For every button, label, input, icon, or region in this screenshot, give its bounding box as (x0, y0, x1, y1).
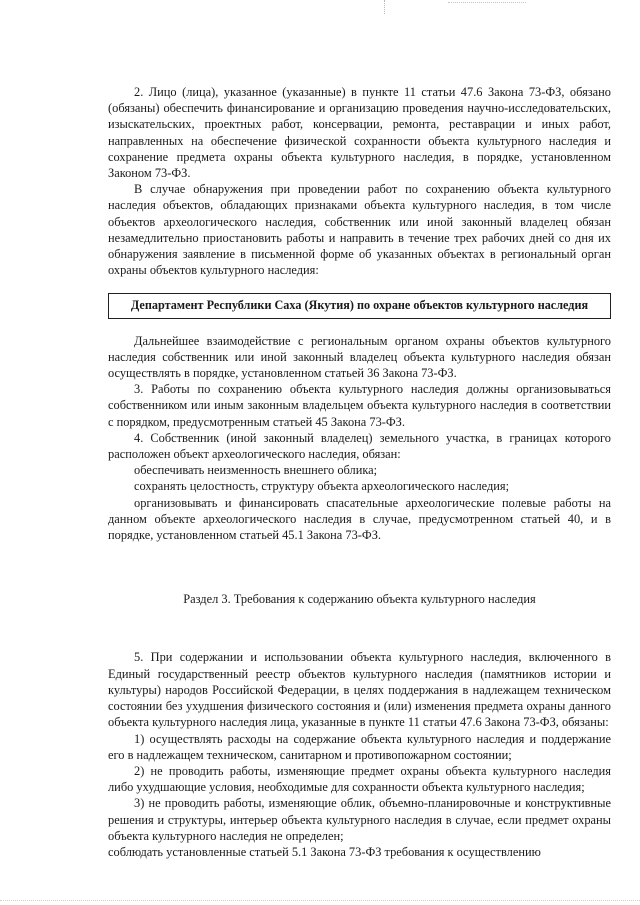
paragraph-4: 4. Собственник (иной законный владелец) земельного участка, в границах которого расположен объект археологического наследия, обязан: (108, 430, 611, 462)
paragraph-5: 5. При содержании и использовании объекта культурного наследия, включенного в Единый государственный реестр объектов культурного наследия (памятников истории и культуры) народов Российской Федерации, в целях поддержания в надлежащем техническом состоянии без ухудшения физического состояния и (или) изменения предмета охраны данного объекта культурного наследия лица, указанные в пункте 11 статьи 47.6 Закона 73-ФЗ, обязаны: (108, 650, 611, 730)
paragraph-3: 3. Работы по сохранению объекта культурного наследия должны организовываться собственником или иным законным владельцем объекта культурного наследия в соответствии с порядком, предусмотренным статьей 45 Закона 73-ФЗ. (108, 382, 611, 429)
scan-artifact-top-right (448, 2, 526, 4)
paragraph-4-item-3: организовывать и финансировать спасательные археологические полевые работы на данном объекте археологического наследия в случае, предусмотренном статьей 40, и в порядке, установленном статьей 45.1 Закона 73-ФЗ. (108, 495, 611, 543)
paragraph-2: 2. Лицо (лица), указанное (указанные) в пункте 11 статьи 47.6 Закона 73-ФЗ, обязано (обязаны) обеспечить финансирование и организацию проведения научно-исследовательских, изыскательских, проектных работ, консервации, ремонта, реставрации и иных работ, направленных на обеспечение физической сохранности объекта культурного наследия и сохранение предмета охраны объекта культурного наследия, в порядке, установленном Законом 73-ФЗ. (108, 85, 611, 181)
scan-artifact-top (384, 0, 386, 14)
paragraph-5-item-1: 1) осуществлять расходы на содержание объекта культурного наследия и поддержание его в надлежащем техническом, санитарном и противопожарном состоянии; (108, 731, 611, 762)
document-body (108, 84, 611, 860)
authority-box: Департамент Республики Саха (Якутия) по охране объектов культурного наследия (108, 293, 611, 318)
paragraph-interaction: Дальнейшее взаимодействие с региональным органом охраны объектов культурного наследия собственник или иной законный владелец объекта культурного наследия обязан осуществлять в порядке, установленном статьей 36 Закона 73-ФЗ. (108, 333, 611, 381)
paragraph-4-item-2: сохранять целостность, структуру объекта археологического наследия; (134, 479, 510, 494)
scan-artifact-bottom (0, 900, 640, 902)
section-title: Раздел 3. Требования к содержанию объекта культурного наследия (183, 592, 536, 607)
paragraph-5-item-2: 2) не проводить работы, изменяющие предмет охраны объекта культурного наследия либо ухудшающие условия, необходимые для сохранности объекта культурного наследия; (108, 763, 611, 795)
paragraph-5-item-3: 3) не проводить работы, изменяющие облик, объемно-планировочные и конструктивные решения и структуры, интерьер объекта культурного наследия в случае, если предмет охраны объекта культурного наследия не определен; (108, 796, 611, 843)
paragraph-last-line: соблюдать установленные статьей 5.1 Закона 73-ФЗ требования к осуществлению (108, 844, 541, 859)
paragraph-discovery: В случае обнаружения при проведении работ по сохранению объекта культурного наследия объектов, обладающих признаками объекта культурного наследия, в том числе объектов археологического наследия, собственник или иной законный владелец обязан незамедлительно приостановить работы и направить в течение трех рабочих дней со дня их обнаружения заявление в письменной форме об указанных объектах в региональный орган охраны объектов культурного наследия: (108, 182, 611, 278)
paragraph-4-item-1: обеспечивать неизменность внешнего облика; (134, 463, 378, 478)
